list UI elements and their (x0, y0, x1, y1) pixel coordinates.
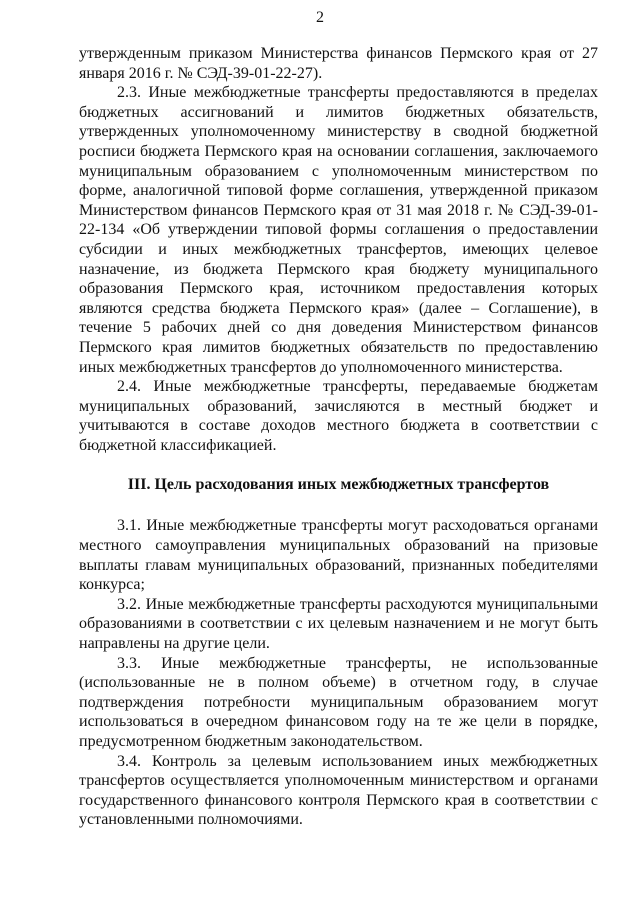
paragraph-continuation: утвержденным приказом Министерства финансов Пермского края от 27 января 2016 г. № СЭД-39-01-22-27). (79, 45, 598, 82)
paragraph-3-3: 3.3. Иные межбюджетные трансферты, не использованные (использованные не в полном объеме) в отчетном году, в случае подтверждения потребности муниципальным образованием могут использоваться в очередном финансовом году на те же цели в порядке, предусмотренном бюджетным законодательством. (79, 654, 598, 750)
paragraph-3-1: 3.1. Иные межбюджетные трансферты могут расходоваться органами местного самоуправления муниципальных образований на призовые выплаты главам муниципальных образований, признанных победителями конкурса; (79, 517, 598, 594)
paragraph-2-3: 2.3. Иные межбюджетные трансферты предоставляются в пределах бюджетных ассигнований и лимитов бюджетных обязательств, утвержденных уполномоченному министерству в сводной бюджетной росписи бюджета Пермского края на основании соглашения, заключаемого муниципальным образованием с уполномоченным министерством по форме, аналогичной типовой форме соглашения, утвержденной приказом Министерством финансов Пермского края от 31 мая 2018 г. № СЭД-39-01-22-134 «Об утверждении типовой формы соглашения о предоставлении субсидии и иных межбюджетных трансфертов, имеющих целевое назначение, из бюджета Пермского края бюджету муниципального образования Пермского края, источником предоставления которых являются средства бюджета Пермского края» (далее – Соглашение), в течение 5 рабочих дней со дня доведения Министерством финансов Пермского края лимитов бюджетных обязательств по предоставлению иных межбюджетных трансфертов до уполномоченного министерства. (79, 84, 598, 376)
section-heading-iii: III. Цель расходования иных межбюджетных трансфертов (127, 476, 550, 494)
document-body (79, 44, 598, 830)
page-number: 2 (316, 9, 324, 26)
paragraph-3-2: 3.2. Иные межбюджетные трансферты расходуются муниципальными образованиями в соответствии с их целевым назначением и не могут быть направлены на другие цели. (79, 595, 598, 653)
paragraph-2-4: 2.4. Иные межбюджетные трансферты, передаваемые бюджетам муниципальных образований, зачисляются в местный бюджет и учитываются в составе доходов местного бюджета в соответствии с бюджетной классификацией. (79, 378, 598, 454)
paragraph-3-4: 3.4. Контроль за целевым использованием иных межбюджетных трансфертов осуществляется уполномоченным министерством и органами государственного финансового контроля Пермского края в соответствии с установленными полномочиями. (79, 752, 598, 829)
